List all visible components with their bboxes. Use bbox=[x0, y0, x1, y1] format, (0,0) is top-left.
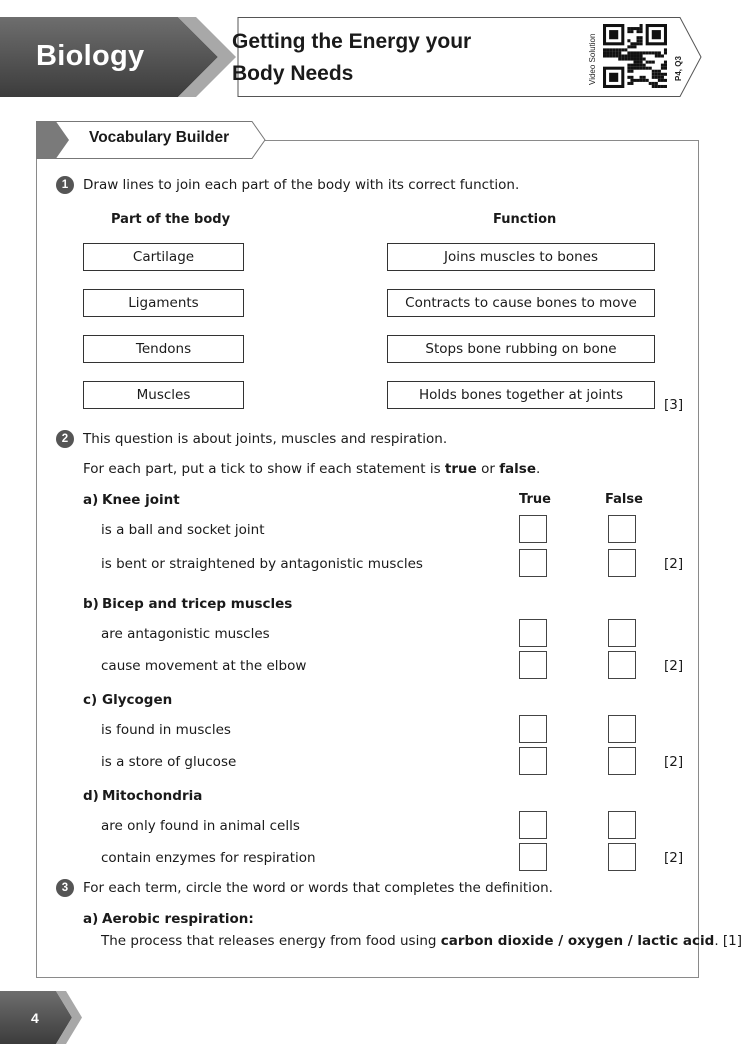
function-box-4[interactable]: Holds bones together at joints bbox=[387, 381, 655, 409]
function-box-3[interactable]: Stops bone rubbing on bone bbox=[387, 335, 655, 363]
section-label: Vocabulary Builder bbox=[89, 129, 230, 146]
tick-box-b1-false[interactable] bbox=[608, 619, 636, 647]
statement-d2: contain enzymes for respiration bbox=[101, 850, 316, 866]
part-3a-letter: a) bbox=[83, 911, 99, 927]
page-title-line-1: Getting the Energy your bbox=[232, 30, 472, 53]
tick-box-b2-false[interactable] bbox=[608, 651, 636, 679]
function-box-1[interactable]: Joins muscles to bones bbox=[387, 243, 655, 271]
page-number: 4 bbox=[31, 1010, 39, 1026]
part-b-letter: b) bbox=[83, 596, 99, 612]
part-box-ligaments[interactable]: Ligaments bbox=[83, 289, 244, 317]
part-b-heading: Bicep and tricep muscles bbox=[102, 596, 293, 612]
tick-box-a1-true[interactable] bbox=[519, 515, 547, 543]
part-b-marks: [2] bbox=[664, 658, 684, 674]
tick-box-b2-true[interactable] bbox=[519, 651, 547, 679]
svg-text:P4, Q3: P4, Q3 bbox=[674, 56, 683, 81]
tick-box-d2-false[interactable] bbox=[608, 843, 636, 871]
part-3a-heading: Aerobic respiration: bbox=[102, 911, 254, 927]
question-1-marks: [3] bbox=[664, 397, 684, 413]
statement-d1: are only found in animal cells bbox=[101, 818, 300, 834]
statement-c2: is a store of glucose bbox=[101, 754, 237, 770]
question-3-number: 3 bbox=[56, 879, 74, 897]
svg-text:Video Solution: Video Solution bbox=[588, 33, 597, 85]
question-2-number: 2 bbox=[56, 430, 74, 448]
tick-box-c1-false[interactable] bbox=[608, 715, 636, 743]
part-d-heading: Mitochondria bbox=[102, 788, 203, 804]
question-1-prompt: Draw lines to join each part of the body with its correct function. bbox=[83, 177, 520, 193]
tick-box-d1-false[interactable] bbox=[608, 811, 636, 839]
part-c-marks: [2] bbox=[664, 754, 684, 770]
part-c-heading: Glycogen bbox=[102, 692, 173, 708]
statement-c1: is found in muscles bbox=[101, 722, 231, 738]
column-header-function: Function bbox=[493, 212, 557, 227]
tick-box-d2-true[interactable] bbox=[519, 843, 547, 871]
tick-box-c2-true[interactable] bbox=[519, 747, 547, 775]
page-title-line-2: Body Needs bbox=[232, 62, 354, 85]
question-2-intro: This question is about joints, muscles and respiration. bbox=[83, 431, 448, 447]
false-column-header: False bbox=[605, 492, 643, 507]
part-3a-text: The process that releases energy from food using carbon dioxide / oxygen / lactic acid. [1] bbox=[101, 933, 743, 949]
statement-a1: is a ball and socket joint bbox=[101, 522, 265, 538]
tick-box-b1-true[interactable] bbox=[519, 619, 547, 647]
tick-box-c1-true[interactable] bbox=[519, 715, 547, 743]
video-solution-label bbox=[583, 23, 601, 87]
page-number-tab bbox=[0, 991, 85, 1044]
tick-box-a1-false[interactable] bbox=[608, 515, 636, 543]
question-reference bbox=[669, 23, 687, 87]
question-2-instruction: For each part, put a tick to show if each statement is true or false. bbox=[83, 461, 541, 477]
part-box-cartilage[interactable]: Cartilage bbox=[83, 243, 244, 271]
column-header-part: Part of the body bbox=[111, 212, 231, 227]
function-box-2[interactable]: Contracts to cause bones to move bbox=[387, 289, 655, 317]
qr-code-icon[interactable] bbox=[603, 24, 667, 88]
part-d-letter: d) bbox=[83, 788, 99, 804]
part-c-letter: c) bbox=[83, 692, 98, 708]
tick-box-c2-false[interactable] bbox=[608, 747, 636, 775]
part-d-marks: [2] bbox=[664, 850, 684, 866]
question-3-prompt: For each term, circle the word or words that completes the definition. bbox=[83, 880, 553, 896]
tick-box-a2-false[interactable] bbox=[608, 549, 636, 577]
part-box-tendons[interactable]: Tendons bbox=[83, 335, 244, 363]
statement-b1: are antagonistic muscles bbox=[101, 626, 270, 642]
statement-b2: cause movement at the elbow bbox=[101, 658, 307, 674]
part-a-heading: Knee joint bbox=[102, 492, 180, 508]
part-box-muscles[interactable]: Muscles bbox=[83, 381, 244, 409]
statement-a2: is bent or straightened by antagonistic muscles bbox=[101, 556, 423, 572]
part-3a-marks: [1] bbox=[722, 933, 743, 949]
part-a-letter: a) bbox=[83, 492, 99, 508]
part-a-marks: [2] bbox=[664, 556, 684, 572]
question-1-number: 1 bbox=[56, 176, 74, 194]
tick-box-a2-true[interactable] bbox=[519, 549, 547, 577]
subject-title: Biology bbox=[36, 40, 145, 72]
answer-options[interactable]: carbon dioxide / oxygen / lactic acid bbox=[440, 933, 715, 949]
true-column-header: True bbox=[519, 492, 551, 507]
tick-box-d1-true[interactable] bbox=[519, 811, 547, 839]
